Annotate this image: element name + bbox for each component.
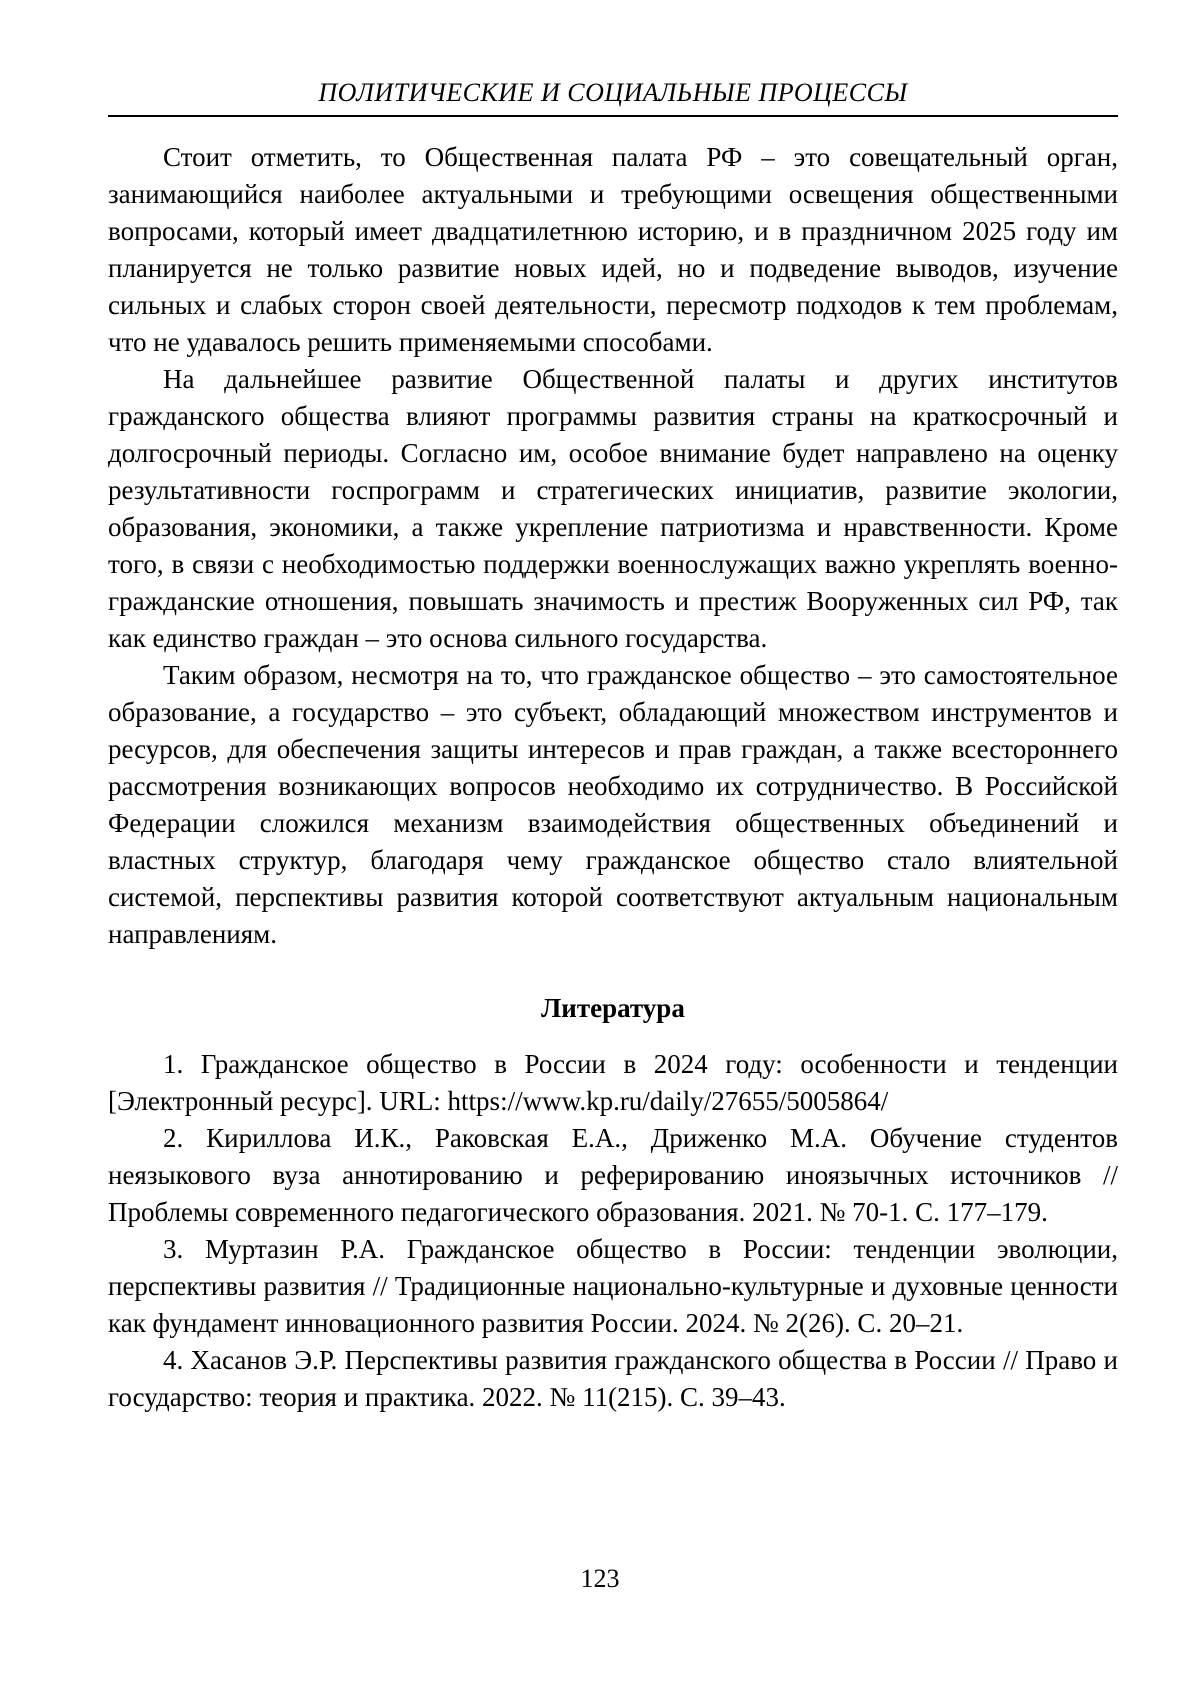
paragraph: На дальнейшее развитие Общественной палаты и других институтов гражданского общества влияют программы развития страны на краткосрочный и долгосрочный периоды. Согласно им, особое внимание будет направлено на оценку результативности госпрограмм и стратегических инициатив, развитие экологии, образования, экономики, а также укрепление патриотизма и нравственности. Кроме того, в связи с необходимостью поддержки военнослужащих важно укреплять военно-гражданские отношения, повышать значимость и престиж Вооруженных сил РФ, так как единство граждан – это основа сильного государства. [108, 364, 1118, 653]
article-body [108, 139, 1118, 1416]
reference-item: 3. Муртазин Р.А. Гражданское общество в России: тенденции эволюции, перспективы развития // Традиционные национально-культурные и духовные ценности как фундамент инновационного развития России. 2024. № 2(26). С. 20–21. [108, 1234, 1118, 1338]
reference-list [108, 1046, 1118, 1416]
running-head: ПОЛИТИЧЕСКИЕ И СОЦИАЛЬНЫЕ ПРОЦЕССЫ [108, 78, 1118, 117]
literature-heading: Литература [541, 993, 685, 1023]
paragraph: Таким образом, несмотря на то, что гражданское общество – это самостоятельное образование, а государство – это субъект, обладающий множеством инструментов и ресурсов, для обеспечения защиты интересов и прав граждан, а также всестороннего рассмотрения возникающих вопросов необходимо их сотрудничество. В Российской Федерации сложился механизм взаимодействия общественных объединений и властных структур, благодаря чему гражданское общество стало влиятельной системой, перспективы развития которой соответствуют актуальным национальным направлениям. [108, 660, 1118, 949]
reference-item: 2. Кириллова И.К., Раковская Е.А., Дриженко М.А. Обучение студентов неязыкового вуза аннотированию и реферированию иноязычных источников // Проблемы современного педагогического образования. 2021. № 70-1. С. 177–179. [108, 1123, 1118, 1227]
reference-item: 1. Гражданское общество в России в 2024 году: особенности и тенденции [Электронный ресурс]. URL: https://www.kp.ru/daily/27655/5005864/ [108, 1049, 1118, 1116]
paragraph: Стоит отметить, то Общественная палата РФ – это совещательный орган, занимающийся наиболее актуальными и требующими освещения общественными вопросами, который имеет двадцатилетнюю историю, и в праздничном 2025 году им планируется не только развитие новых идей, но и подведение выводов, изучение сильных и слабых сторон своей деятельности, пересмотр подходов к тем проблемам, что не удавалось решить применяемыми способами. [108, 142, 1118, 357]
reference-item: 4. Хасанов Э.Р. Перспективы развития гражданского общества в России // Право и государство: теория и практика. 2022. № 11(215). С. 39–43. [108, 1345, 1118, 1412]
page-number: 123 [580, 1564, 620, 1593]
